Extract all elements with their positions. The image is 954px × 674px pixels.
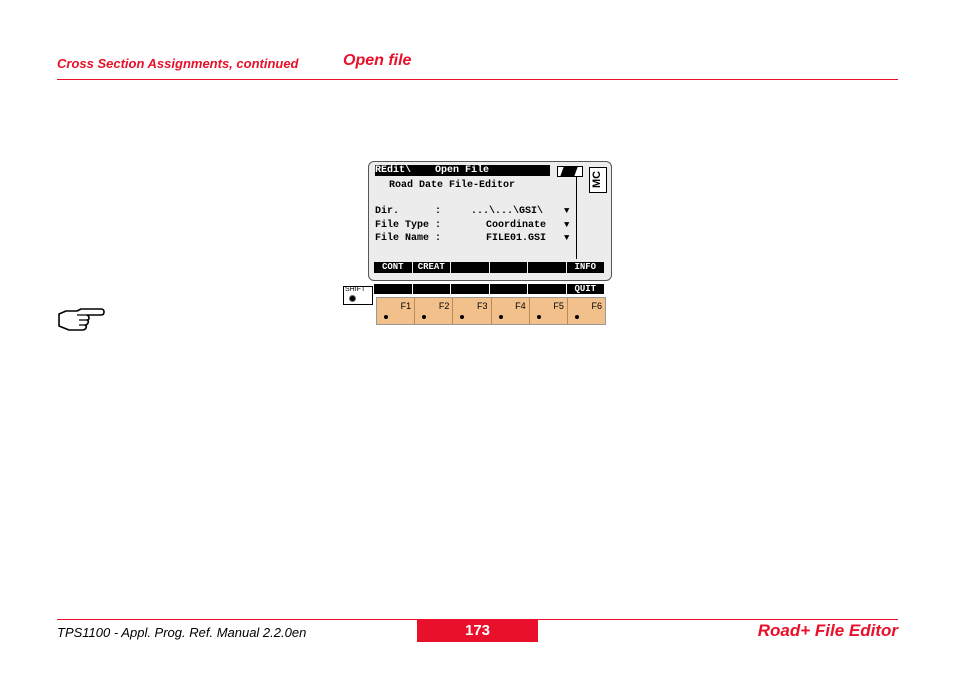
key-dot-icon bbox=[575, 315, 579, 319]
shift-softkey-empty bbox=[528, 284, 566, 294]
shift-key-label: SHIFT bbox=[345, 286, 366, 293]
chapter-title: Road+ File Editor bbox=[757, 621, 898, 640]
softkey-creat[interactable]: CREAT bbox=[413, 262, 451, 273]
shift-softkey-empty bbox=[413, 284, 451, 294]
screen-scrollbar[interactable] bbox=[576, 177, 577, 259]
softkey-empty bbox=[528, 262, 566, 273]
function-key-f3[interactable] bbox=[453, 298, 491, 324]
softkey-cont[interactable]: CONT bbox=[374, 262, 412, 273]
shift-softkey-empty bbox=[374, 284, 412, 294]
field-label-file-type: File Type : bbox=[375, 220, 442, 231]
field-label-file-name: File Name : bbox=[375, 233, 442, 244]
function-key-label: F5 bbox=[553, 301, 564, 311]
function-key-f1[interactable] bbox=[377, 298, 415, 324]
function-key-label: F4 bbox=[515, 301, 526, 311]
screen-subtitle: Road Date File-Editor bbox=[389, 180, 516, 191]
softkey-empty bbox=[490, 262, 528, 273]
page-title: Open file bbox=[343, 52, 412, 69]
shift-softkey-quit[interactable]: QUIT bbox=[567, 284, 605, 294]
key-dot-icon bbox=[422, 315, 426, 319]
shift-softkey-bar bbox=[374, 284, 604, 294]
shift-softkey-empty bbox=[490, 284, 528, 294]
memory-card-label: MC bbox=[591, 170, 603, 188]
page-number: 173 bbox=[417, 620, 538, 642]
function-key-f6[interactable] bbox=[568, 298, 605, 324]
screen-title-bar: REdit\ Open File bbox=[375, 165, 550, 176]
key-dot-icon bbox=[499, 315, 503, 319]
function-key-f4[interactable] bbox=[492, 298, 530, 324]
function-keys bbox=[376, 297, 606, 325]
pointing-hand-icon bbox=[57, 307, 105, 333]
dropdown-arrow-icon[interactable]: ▼ bbox=[564, 233, 570, 243]
field-value-file-type[interactable]: Coordinate bbox=[486, 220, 547, 231]
function-key-label: F3 bbox=[477, 301, 488, 311]
function-key-f5[interactable] bbox=[530, 298, 568, 324]
key-dot-icon bbox=[537, 315, 541, 319]
field-label-dir: Dir. : bbox=[375, 206, 442, 217]
function-key-label: F6 bbox=[591, 301, 603, 311]
softkey-empty bbox=[451, 262, 489, 273]
field-value-dir[interactable]: ...\...\GSI\ bbox=[471, 206, 544, 217]
key-dot-icon bbox=[460, 315, 464, 319]
manual-reference: TPS1100 - Appl. Prog. Ref. Manual 2.2.0en bbox=[57, 625, 307, 640]
shift-softkey-empty bbox=[451, 284, 489, 294]
section-heading: Cross Section Assignments, continued bbox=[57, 56, 299, 71]
dropdown-arrow-icon[interactable]: ▼ bbox=[564, 206, 570, 216]
function-key-label: F1 bbox=[400, 301, 412, 311]
softkey-info[interactable]: INFO bbox=[567, 262, 605, 273]
key-dot-icon bbox=[384, 315, 388, 319]
dropdown-arrow-icon[interactable]: ▼ bbox=[564, 220, 570, 230]
shift-key-indicator-icon bbox=[349, 295, 356, 302]
function-key-f2[interactable] bbox=[415, 298, 453, 324]
function-key-label: F2 bbox=[438, 301, 450, 311]
softkey-bar bbox=[374, 262, 604, 273]
header-rule bbox=[57, 79, 898, 80]
field-value-file-name[interactable]: FILE01.GSI bbox=[486, 233, 547, 244]
